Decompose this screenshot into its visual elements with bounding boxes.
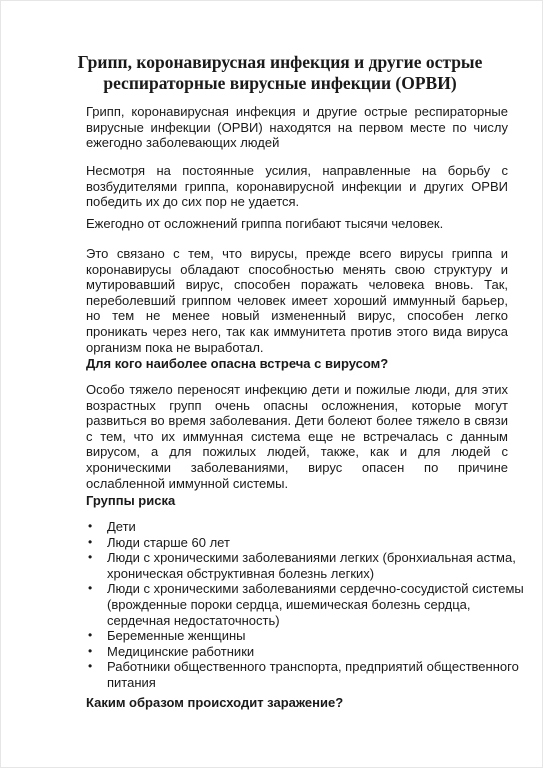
list-item	[86, 628, 526, 644]
list-item-text: Люди старше 60 лет	[107, 534, 230, 550]
paragraph-danger: Особо тяжело переносят инфекцию дети и пожилые люди, для этих возрастных групп очень опасны осложнения, которые могут развиться во время заболевания. Дети болеют более тяжело в связи с тем, что их иммунная система еще не встречалась с данным вирусом, а для пожилых людей, также, как и для людей с хроническими заболеваниями, вирус опасен по причине ослабленной иммунной системы.	[86, 382, 508, 491]
list-item-text: Беременные женщины	[107, 628, 246, 644]
list-item-text: Люди с хроническими заболеваниями легких (бронхиальная астма, хроническая обструктивная болезнь легких)	[107, 550, 516, 581]
list-item	[86, 519, 526, 535]
bullet-icon: •	[88, 659, 93, 674]
list-item-text: Люди с хроническими заболеваниями сердечно-сосудистой системы (врожденные пороки сердца, ишемическая болезнь сердца, сердечная недостаточность)	[107, 581, 524, 628]
bullet-icon: •	[88, 643, 93, 658]
heading-infection: Каким образом происходит заражение?	[86, 695, 344, 710]
bullet-icon: •	[88, 534, 93, 549]
paragraph-efforts: Несмотря на постоянные усилия, направленные на борьбу с возбудителями гриппа, коронавирусной инфекции и других ОРВИ победить их до сих пор не удается.	[86, 163, 508, 210]
list-item	[86, 535, 526, 551]
list-item-text: Работники общественного транспорта, предприятий общественного питания	[107, 659, 519, 690]
list-item-text: Дети	[107, 519, 136, 534]
heading-danger: Для кого наиболее опасна встреча с вирусом?	[86, 356, 389, 371]
paragraph-intro: Грипп, коронавирусная инфекция и другие острые респираторные вирусные инфекции (ОРВИ) находятся на первом месте по числу ежегодно заболевающих людей	[86, 104, 508, 151]
bullet-icon: •	[88, 628, 93, 643]
paragraph-mutation: Это связано с тем, что вирусы, прежде всего вирусы гриппа и коронавирусы обладают способностью менять свою структуру и мутировавший вирус, способен поражать человека вновь. Так, переболевший гриппом человек имеет хороший иммунный барьер, но тем не менее новый измененный вирус, способен легко проникать через него, так как иммунитета против этого вида вируса организм пока не выработал.	[86, 246, 508, 355]
heading-risk-groups: Группы риска	[86, 493, 176, 508]
list-item	[86, 550, 526, 581]
bullet-icon: •	[88, 550, 93, 565]
list-item	[86, 581, 526, 628]
risk-groups-list	[86, 519, 526, 691]
document-title: Грипп, коронавирусная инфекция и другие острые респираторные вирусные инфекции (ОРВИ)	[77, 52, 483, 93]
bullet-icon: •	[88, 519, 93, 533]
list-item	[86, 659, 526, 690]
paragraph-deaths: Ежегодно от осложнений гриппа погибают тысячи человек.	[86, 216, 444, 231]
bullet-icon: •	[88, 581, 93, 596]
list-item	[86, 644, 526, 660]
list-item-text: Медицинские работники	[107, 643, 255, 659]
